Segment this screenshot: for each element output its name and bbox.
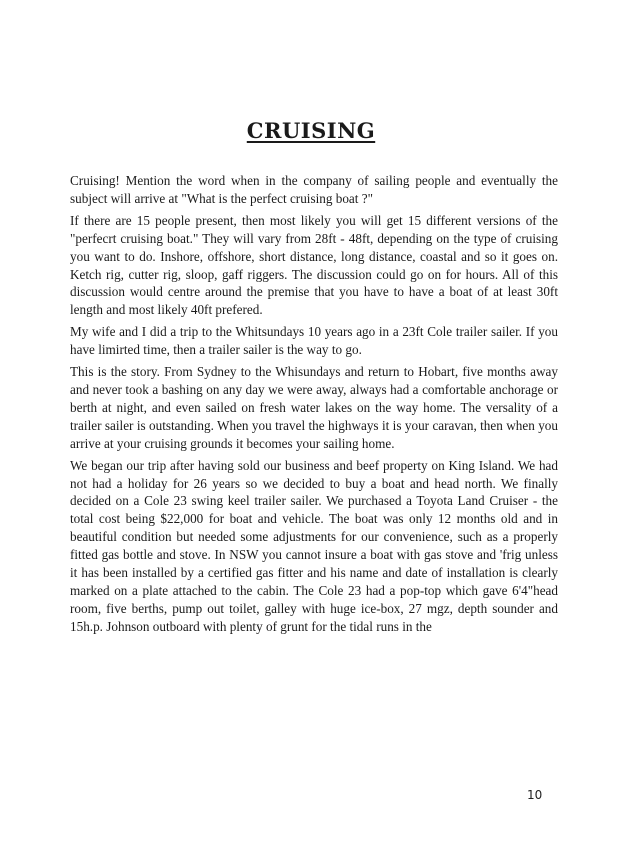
page-title: CRUISING (246, 118, 376, 143)
paragraph: We began our trip after having sold our business and beef property on King Island. We had not had a holiday for 26 years so we decided to buy a boat and head north. We finally decided on a Cole 23 swing keel trailer sailer. We purchased a Toyota Land Cruiser - the total cost being $22,000 for boat and vehicle. The boat was only 12 months old and in beautiful condition but needed some adjustments for our convenience, such as a properly fitted gas bottle and stove. In NSW you cannot insure a boat with gas stove and 'frig unless it has been installed by a certified gas fitter and his name and date of installation is clearly marked on a plate attached to the cabin. The Cole 23 had a pop-top which gave 6'4"head room, five berths, pump out toilet, galley with huge ice-box, 27 mgz, depth sounder and 15h.p. Johnson outboard with plenty of grunt for the tidal runs in the (70, 457, 558, 634)
paragraph: This is the story. From Sydney to the Whisundays and return to Hobart, five months away and never took a bashing on any day we were away, always had a comfortable anchorage or berth at night, and even sailed on fresh water lakes on the way home. The versality of a trailer sailer is outstanding. When you travel the highways it is your caravan, then when you arrive at your cruising grounds it becomes your sailing home. (70, 364, 558, 451)
body-text (70, 172, 558, 640)
paragraph: Cruising! Mention the word when in the company of sailing people and eventually the subject will arrive at "What is the perfect cruising boat ?" (70, 173, 558, 206)
paragraph: My wife and I did a trip to the Whitsundays 10 years ago in a 23ft Cole trailer sailer. If you have limirted time, then a trailer sailer is the way to go. (70, 324, 558, 358)
page-number: 10 (527, 788, 543, 802)
paragraph: If there are 15 people present, then most likely you will get 15 different versions of the "perfecrt cruising boat." They will vary from 28ft - 48ft, depending on the type of cruising you want to do. Inshore, offshore, short distance, long distance, coastal and so it goes on. Ketch rig, cutter rig, sloop, gaff riggers. The discussion could go on for hours. All of this discussion would centre around the premise that you have to have a boat of at least 30ft length and most likely 40ft prefered. (70, 212, 558, 318)
